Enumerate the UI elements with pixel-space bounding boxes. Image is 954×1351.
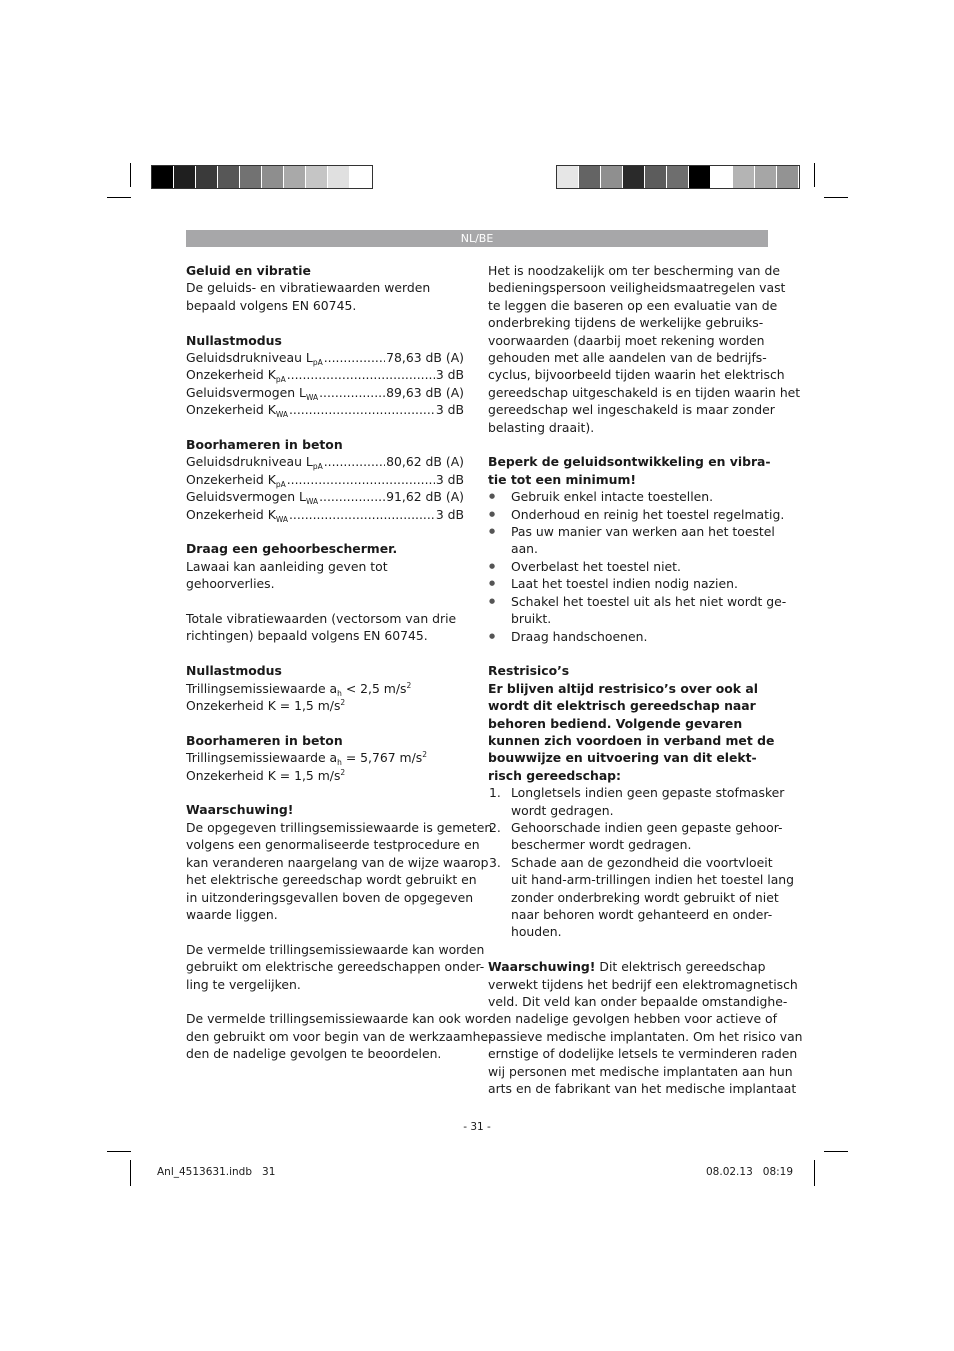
- text-line: den de nadelige gevolgen te beoordelen.: [186, 1046, 442, 1062]
- color-swatch: [240, 166, 262, 188]
- concrete-vibration-value: Trillingsemissiewaarde $a_h = 5,767$ $m/s^2$: [186, 750, 428, 768]
- value-label-subscript: pA: [275, 479, 286, 489]
- text-line: te leggen die baseren op een evaluatie van de: [488, 297, 778, 313]
- value-number: 89,63 dB (A): [386, 384, 464, 400]
- value-label-text: Onzekerheid K: [186, 506, 276, 522]
- bullet-item: [488, 523, 775, 558]
- text-line: cyclus, bijvoorbeeld tijden waarin het elektrisch: [488, 367, 785, 383]
- color-swatch: [262, 166, 284, 188]
- color-swatch: [689, 166, 711, 188]
- section-title-sound-vibration: Geluid en vibratie: [186, 263, 311, 278]
- value-row: [186, 384, 464, 401]
- value-label: [186, 471, 286, 488]
- value-label-subscript: WA: [275, 514, 288, 524]
- value-label-subscript: pA: [312, 358, 323, 368]
- value-label-subscript: pA: [312, 462, 323, 472]
- print-date: 08.02.13 08:19: [706, 1166, 794, 1178]
- bullet-list-recommendations: [488, 488, 787, 645]
- value-row: [186, 506, 464, 523]
- bullet-text: bruikt.: [511, 611, 552, 627]
- paragraph-vibration-assess: [186, 1010, 493, 1062]
- text-line: Het is noodzakelijk om ter bescherming van de: [488, 263, 780, 278]
- text-line: kan veranderen naargelang van de wijze waarop: [186, 854, 489, 870]
- text-line: het elektrische gereedschap wordt gebruikt en: [186, 872, 477, 888]
- text-line: gereedschap wel ingeschakeld is maar zonder: [488, 402, 775, 418]
- numbered-item: [488, 784, 785, 819]
- text-line: gereedschap uitgeschakeld is en tijden waarin het: [488, 384, 801, 400]
- dot-leader: [324, 453, 385, 470]
- value-row: [186, 349, 464, 366]
- paragraph-warning-emf: [488, 976, 803, 1098]
- section-title-warning: Waarschuwing!: [186, 802, 294, 818]
- value-label-text: Geluidsdrukniveau L: [186, 350, 313, 366]
- value-label-subscript: pA: [275, 375, 286, 385]
- value-label: [186, 453, 323, 470]
- text-line: passieve medische implantaten. Om het risico van: [488, 1028, 803, 1044]
- crop-mark-bottom-left-h: [107, 1151, 131, 1152]
- text-line: gehouden met alle aandelen van de bedrijfs-: [488, 350, 767, 366]
- bullet-item: [488, 593, 787, 628]
- text-line: voorwaarden (daarbij moet rekening worden: [488, 332, 765, 348]
- text-line: den nadelige gevolgen hebben voor actieve of: [488, 1011, 777, 1027]
- color-swatch: [557, 166, 579, 188]
- numbered-text: wordt gedragen.: [511, 802, 614, 818]
- paragraph-warning-vibration: [186, 819, 493, 923]
- bullet-text: ● Overbelast het toestel niet.: [511, 558, 681, 574]
- bullet-text: ● Draag handschoenen.: [511, 628, 648, 644]
- value-number: 3 dB: [435, 402, 464, 418]
- color-swatch: [777, 166, 799, 188]
- bullet-text: ● Onderhoud en reinig het toestel regelmatig.: [511, 506, 785, 522]
- text-line: ling te vergelijken.: [186, 976, 301, 992]
- value-row: [186, 453, 464, 470]
- value-row: [186, 366, 464, 383]
- text-line: ernstige of dodelijke letsels te verminderen raden: [488, 1046, 798, 1062]
- color-swatch: [623, 166, 645, 188]
- idle-sound-values: [186, 349, 464, 419]
- language-header-band: [186, 230, 768, 247]
- value-label-text: Geluidsvermogen L: [186, 489, 306, 505]
- color-swatch: [174, 166, 196, 188]
- text-line: risch gereedschap:: [488, 767, 621, 783]
- text-line: volgens een genormaliseerde testprocedure en: [186, 837, 480, 853]
- text-line: wij personen met medische implantaten aan hun: [488, 1063, 793, 1079]
- value-number: 3 dB: [435, 367, 464, 383]
- crop-mark-top-left-v: [130, 163, 131, 187]
- text-line: De opgegeven trillingsemissiewaarde is gemeten: [186, 819, 493, 835]
- value-label-text: Geluidsdrukniveau L: [186, 454, 313, 470]
- numbered-text: Gehoorschade indien geen gepaste gehoor-: [511, 819, 783, 835]
- bullet-item: [488, 488, 770, 505]
- dot-leader: [289, 401, 435, 418]
- text-line: belasting draait).: [488, 419, 595, 435]
- text-line: veld. Dit veld kan onder bepaalde omstandighe-: [488, 994, 788, 1010]
- dot-leader: [289, 506, 435, 523]
- text-line: wordt dit elektrisch gereedschap naar: [488, 698, 756, 714]
- section-title-concrete-vibration: Boorhameren in beton: [186, 732, 343, 748]
- concrete-sound-values: [186, 453, 464, 523]
- text-line: arts en de fabrikant van het medische implantaat: [488, 1081, 797, 1097]
- numbered-text: zonder onderbreking wordt gebruikt of niet: [511, 889, 779, 905]
- value-label: [186, 488, 318, 505]
- paragraph-vibration-total: Totale vibratiewaarden (vectorsom van drie richtingen) bepaald volgens EN 60745.: [186, 611, 457, 644]
- dot-leader: [287, 366, 435, 383]
- color-swatch: [218, 166, 240, 188]
- color-swatch: [601, 166, 623, 188]
- value-label: [186, 401, 288, 418]
- bullet-item: [488, 575, 770, 592]
- paragraph-hearing-loss: Lawaai kan aanleiding geven tot gehoorverlies.: [186, 558, 388, 592]
- value-row: [186, 488, 464, 505]
- section-title-limit-noise: [488, 453, 770, 488]
- section-title-residual-risks: Restrisico’s: [488, 663, 570, 679]
- color-swatch: [350, 166, 372, 188]
- color-swatch: [755, 166, 777, 188]
- dot-leader: [319, 384, 385, 401]
- bullet-item: [488, 506, 785, 523]
- numbered-item: [488, 854, 795, 941]
- right-column: [488, 262, 803, 1097]
- bullet-item: [488, 558, 770, 575]
- color-swatch: [711, 166, 733, 188]
- bullet-text: ● Laat het toestel indien nodig nazien.: [511, 576, 738, 592]
- text-line: De vermelde trillingsemissiewaarde kan ook wor-: [186, 1011, 492, 1027]
- numbered-text: houden.: [511, 924, 562, 940]
- crop-mark-bottom-right-v: [814, 1160, 815, 1186]
- color-swatch: [306, 166, 328, 188]
- text-line: gebruikt om elektrische gereedschappen onder-: [186, 959, 485, 975]
- item-number: 2.: [489, 819, 501, 835]
- text-line: den gebruikt om voor begin van de werkzaamhe-: [186, 1028, 493, 1044]
- bullet-text: ● Gebruik enkel intacte toestellen.: [511, 489, 714, 505]
- value-label-text: Onzekerheid K: [186, 367, 276, 383]
- crop-mark-bottom-right-h: [824, 1151, 848, 1152]
- warning-emf-first-line: Waarschuwing! Dit elektrisch gereedschap: [488, 959, 766, 975]
- value-number: 91,62 dB (A): [386, 489, 464, 505]
- value-label-subscript: WA: [305, 497, 319, 507]
- paragraph-safety-measures: [488, 262, 801, 436]
- text-line: bedieningspersoon veiligheidsmaatregelen vast: [488, 280, 786, 296]
- color-swatch: [579, 166, 601, 188]
- bullet-text: ● Pas uw manier van werken aan het toestel: [511, 524, 775, 540]
- text-line: onderbreking tijdens de werkelijke gebruiks-: [488, 315, 764, 331]
- file-name: Anl_4513631.indb 31: [157, 1166, 276, 1178]
- section-title-hearing-protection: Draag een gehoorbeschermer.: [186, 541, 398, 557]
- paragraph-vibration-compare: [186, 941, 485, 993]
- value-label-text: Onzekerheid K: [186, 402, 276, 418]
- text-line: in uitzonderingsgevallen boven de opgegeven: [186, 889, 474, 905]
- text-line: Er blijven altijd restrisico’s over ook al: [488, 680, 758, 696]
- section-title-idle-mode: Nullastmodus: [186, 332, 282, 348]
- value-number: 3 dB: [435, 506, 464, 522]
- value-label-subscript: WA: [275, 410, 288, 420]
- concrete-vibration-uncertainty: Onzekerheid K = 1,5 $m/s^2$: [186, 767, 346, 783]
- text-line: tie tot een minimum!: [488, 471, 637, 487]
- value-row: [186, 471, 464, 488]
- dot-leader: [287, 471, 435, 488]
- value-number: 80,62 dB (A): [386, 454, 464, 470]
- text-line: verwekt tijdens het bedrijf een elektromagnetisch: [488, 976, 798, 992]
- paragraph-residual-risks: [488, 680, 775, 784]
- value-label-text: Onzekerheid K: [186, 471, 276, 487]
- text-line: behoren bediend. Volgende gevaren: [488, 715, 743, 731]
- idle-vibration-uncertainty: Onzekerheid K = 1,5 $m/s^2$: [186, 698, 346, 714]
- color-calibration-bar-right: [556, 165, 800, 189]
- crop-mark-top-left-h: [107, 197, 131, 198]
- numbered-text: Schade aan de gezondheid die voortvloeit: [511, 854, 773, 870]
- value-number: 78,63 dB (A): [386, 350, 464, 366]
- text-line: kunnen zich voordoen in verband met de: [488, 732, 775, 748]
- numbered-list-risks: [488, 784, 795, 941]
- text-line: bouwwijze en uitvoering van dit elekt-: [488, 750, 757, 766]
- crop-mark-top-right-v: [814, 163, 815, 187]
- numbered-text: uit hand-arm-trillingen indien het toestel lang: [511, 872, 795, 888]
- value-number: 3 dB: [435, 471, 464, 487]
- color-swatch: [667, 166, 689, 188]
- bullet-item: [488, 628, 770, 645]
- page-number: - 31 -: [463, 1121, 491, 1133]
- crop-mark-top-right-h: [824, 197, 848, 198]
- value-label-subscript: WA: [305, 392, 319, 402]
- color-swatch: [645, 166, 667, 188]
- left-column: [186, 262, 493, 1063]
- section-title-concrete-drilling: Boorhameren in beton: [186, 437, 343, 453]
- color-swatch: [152, 166, 174, 188]
- item-number: 1.: [489, 785, 501, 801]
- bullet-text: ● Schakel het toestel uit als het niet wordt ge-: [511, 593, 787, 609]
- value-label: [186, 384, 318, 401]
- crop-mark-bottom-left-v: [130, 1160, 131, 1186]
- value-label: [186, 349, 323, 366]
- item-number: 3.: [489, 854, 501, 870]
- text-line: Beperk de geluidsontwikkeling en vibra-: [488, 454, 771, 470]
- text-line: De vermelde trillingsemissiewaarde kan worden: [186, 941, 485, 957]
- idle-vibration-value: Trillingsemissiewaarde $a_h < 2,5$ $m/s^2$: [186, 680, 412, 698]
- color-calibration-bar-left: [151, 165, 373, 189]
- text-line: waarde liggen.: [186, 906, 278, 922]
- color-swatch: [196, 166, 218, 188]
- value-label: [186, 366, 286, 383]
- color-swatch: [284, 166, 306, 188]
- color-swatch: [328, 166, 350, 188]
- value-label-text: Geluidsvermogen L: [186, 384, 306, 400]
- paragraph-sound-standard: De geluids- en vibratiewaarden werden bepaald volgens EN 60745.: [186, 280, 431, 313]
- dot-leader: [324, 349, 385, 366]
- numbered-text: beschermer wordt gedragen.: [511, 837, 692, 853]
- section-title-idle-vibration: Nullastmodus: [186, 663, 282, 679]
- language-label: NL/BE: [460, 232, 494, 245]
- color-swatch: [733, 166, 755, 188]
- value-label: [186, 506, 288, 523]
- bullet-text: aan.: [511, 541, 538, 557]
- numbered-text: naar behoren wordt gehanteerd en onder-: [511, 907, 773, 922]
- value-row: [186, 401, 464, 418]
- numbered-text: Longletsels indien geen gepaste stofmasker: [511, 785, 785, 801]
- dot-leader: [319, 488, 385, 505]
- numbered-item: [488, 819, 783, 854]
